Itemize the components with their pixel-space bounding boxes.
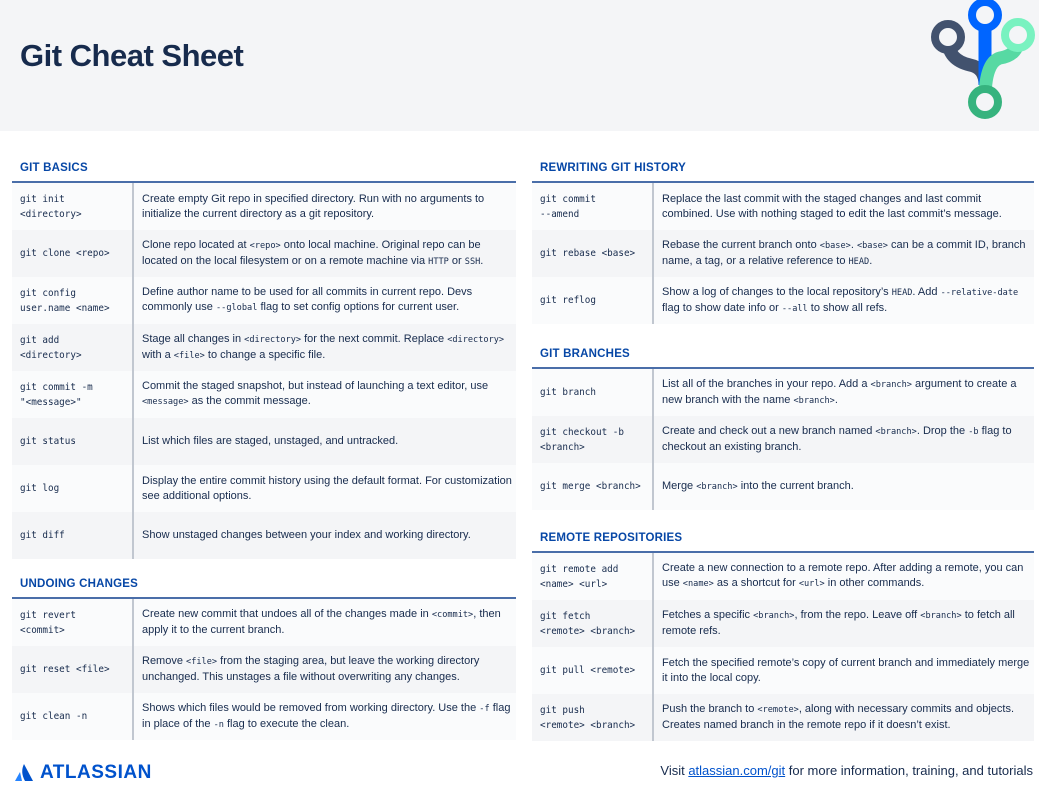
atlassian-wordmark: ATLASSIAN — [40, 762, 152, 783]
desc-text: Merge — [662, 479, 697, 492]
inline-code: HEAD — [848, 256, 870, 267]
desc-text: . — [480, 254, 484, 267]
desc-text: , from the repo. Leave off — [794, 609, 921, 621]
git-branch-logo-icon — [925, 0, 1035, 125]
command-cell: git log — [12, 465, 134, 512]
description-cell — [134, 465, 516, 512]
inline-code: <branch> — [753, 611, 795, 621]
inline-code: <repo> — [249, 240, 281, 251]
table-row — [12, 599, 516, 646]
desc-text: . — [850, 238, 857, 251]
description-cell — [654, 600, 1034, 647]
section-heading: GIT BASICS — [12, 155, 516, 183]
table-row — [532, 416, 1034, 463]
description-cell — [654, 463, 1034, 510]
desc-text: , then apply it to the current branch. — [142, 608, 501, 636]
desc-text: Remove — [142, 655, 187, 667]
command-cell: git clean -n — [12, 693, 134, 740]
desc-text: Show unstaged changes between your index and working directory. — [142, 529, 471, 541]
desc-text: . Drop the — [916, 425, 969, 437]
desc-text: Show a log of changes to the local repository’s — [662, 285, 892, 298]
inline-code: <branch> — [875, 427, 917, 437]
desc-text: flag to checkout an existing branch. — [662, 425, 1012, 453]
inline-code: <base> — [856, 240, 888, 251]
desc-text: flag to show date info or — [662, 301, 782, 314]
inline-code: HEAD — [891, 287, 913, 298]
inline-code: <file> — [173, 350, 205, 361]
section-remote-repositories — [532, 525, 1034, 741]
desc-text: flag in place of the — [142, 701, 511, 730]
description-cell — [134, 183, 516, 230]
table-row — [12, 418, 516, 465]
table-row — [532, 694, 1034, 741]
desc-text: as a shortcut for — [713, 577, 799, 589]
desc-text: Replace the last commit with the staged changes and last commit combined. Use with nothing staged to edit the last commit’s message. — [662, 192, 1002, 220]
inline-code: <base> — [819, 240, 851, 251]
desc-text: List which files are staged, unstaged, and untracked. — [142, 435, 399, 447]
desc-text: Define author name to be used for all commits in current repo. Devs commonly use — [142, 286, 473, 313]
description-cell — [654, 183, 1034, 230]
page-title: Git Cheat Sheet — [20, 38, 244, 73]
table-row — [12, 693, 516, 740]
section-heading: UNDOING CHANGES — [12, 571, 516, 599]
desc-text: with a — [142, 348, 174, 361]
desc-text: List all of the branches in your repo. Add a — [662, 377, 871, 390]
description-cell — [134, 277, 516, 324]
desc-text: Create a new connection to a remote repo. After adding a remote, you can use — [662, 562, 1024, 589]
inline-code: <branch> — [870, 379, 912, 390]
command-cell: git merge <branch> — [532, 463, 654, 510]
command-cell: git branch — [532, 369, 654, 416]
description-cell — [134, 418, 516, 465]
desc-text: . — [834, 393, 838, 406]
inline-code: <file> — [186, 657, 218, 667]
table-row — [532, 647, 1034, 694]
inline-code: -f — [479, 703, 490, 714]
table-row — [12, 371, 516, 418]
desc-text: can be a commit ID, branch name, a tag, or a relative reference to — [662, 238, 1026, 267]
desc-text: Clone repo located at — [142, 238, 250, 251]
table-row — [532, 230, 1034, 277]
section-git-basics — [12, 155, 516, 559]
inline-code: <remote> — [757, 705, 799, 715]
desc-text: into the current branch. — [737, 479, 854, 492]
table-row — [12, 324, 516, 371]
desc-text: to fetch all remote refs. — [662, 609, 1015, 637]
command-cell: git reflog — [532, 277, 654, 324]
inline-code: -n — [213, 719, 224, 730]
table-row — [532, 183, 1034, 230]
section-heading: GIT BRANCHES — [532, 341, 1034, 369]
command-cell: git clone <repo> — [12, 230, 134, 277]
desc-text: Push the branch to — [662, 703, 758, 715]
inline-code: <branch> — [696, 481, 738, 492]
inline-code: --global — [215, 303, 258, 313]
desc-text: Fetches a specific — [662, 609, 754, 621]
inline-code: <branch> — [920, 611, 962, 621]
table-row — [532, 463, 1034, 510]
section-heading: REWRITING GIT HISTORY — [532, 155, 1034, 183]
table-row — [532, 600, 1034, 647]
desc-text: Display the entire commit history using the default format. For customization see additional options. — [142, 474, 512, 502]
section-rewriting-git-history — [532, 155, 1034, 324]
description-cell — [134, 599, 516, 646]
table-row — [532, 369, 1034, 416]
desc-text: in other commands. — [824, 577, 925, 589]
desc-text: argument to create a new branch with the name — [662, 377, 1017, 406]
desc-text: for the next commit. Replace — [301, 332, 448, 345]
inline-code: <commit> — [431, 610, 474, 620]
inline-code: HTTP — [428, 256, 449, 267]
inline-code: <branch> — [793, 395, 835, 406]
table-row — [12, 183, 516, 230]
desc-text: Create and check out a new branch named — [662, 425, 876, 437]
description-cell — [654, 647, 1034, 694]
desc-text: Rebase the current branch onto — [662, 238, 820, 251]
table-row — [12, 277, 516, 324]
inline-code: <name> — [682, 579, 714, 589]
command-cell: git push <remote> <branch> — [532, 694, 654, 741]
description-cell — [134, 693, 516, 740]
desc-text: or — [448, 254, 465, 267]
desc-text: . Add — [912, 285, 941, 298]
command-cell: git add <directory> — [12, 324, 134, 371]
description-cell — [134, 646, 516, 693]
inline-code: SSH — [464, 256, 481, 267]
section-git-branches — [532, 341, 1034, 510]
command-cell: git commit -m "<message>" — [12, 371, 134, 418]
table-row — [12, 646, 516, 693]
desc-text: Shows which files would be removed from working directory. Use the — [142, 701, 480, 714]
description-cell — [134, 512, 516, 559]
desc-text: Create new commit that undoes all of the changes made in — [142, 608, 432, 620]
section-heading: REMOTE REPOSITORIES — [532, 525, 1034, 553]
footer-visit-text: Visit atlassian.com/git for more information, training, and tutorials — [660, 763, 1033, 778]
description-cell — [654, 230, 1034, 277]
description-cell — [654, 416, 1034, 463]
table-row — [532, 553, 1034, 600]
command-cell: git config user.name <name> — [12, 277, 134, 324]
command-cell: git reset <file> — [12, 646, 134, 693]
desc-text: Commit the staged snapshot, but instead of launching a text editor, use — [142, 380, 489, 392]
command-cell: git fetch <remote> <branch> — [532, 600, 654, 647]
command-cell: git rebase <base> — [532, 230, 654, 277]
desc-text: . — [869, 254, 873, 267]
command-cell: git checkout -b <branch> — [532, 416, 654, 463]
inline-code: <url> — [798, 579, 825, 589]
atlassian-triangle-icon — [14, 764, 34, 782]
inline-code: --all — [781, 303, 808, 314]
command-cell: git status — [12, 418, 134, 465]
description-cell — [654, 553, 1034, 600]
description-cell — [134, 324, 516, 371]
command-cell: git remote add <name> <url> — [532, 553, 654, 600]
atlassian-logo — [14, 762, 152, 784]
description-cell — [654, 369, 1034, 416]
desc-text: from the staging area, but leave the working directory unchanged. This unstages a file without overwriting any changes. — [142, 655, 480, 683]
desc-text: flag to set config options for current user. — [257, 301, 460, 313]
desc-text: Fetch the specified remote’s copy of current branch and immediately merge it into the local copy. — [662, 656, 1030, 684]
inline-code: <directory> — [244, 334, 302, 345]
table-row — [12, 230, 516, 277]
section-undoing-changes — [12, 571, 516, 740]
command-cell: git diff — [12, 512, 134, 559]
desc-text: flag to execute the clean. — [223, 717, 350, 730]
desc-text: to change a specific file. — [204, 348, 326, 361]
description-cell — [134, 371, 516, 418]
command-cell: git init <directory> — [12, 183, 134, 230]
inline-code: -b — [968, 427, 979, 437]
header-banner — [0, 0, 1039, 131]
description-cell — [654, 694, 1034, 741]
table-row — [532, 277, 1034, 324]
table-row — [12, 512, 516, 559]
desc-text: Stage all changes in — [142, 332, 245, 345]
inline-code: --relative-date — [940, 287, 1019, 298]
desc-text: onto local machine. Original repo can be located on the local filesystem or on a remote machine via — [142, 238, 481, 267]
desc-text: as the commit message. — [188, 395, 311, 407]
desc-text: , along with necessary commits and objects. Creates named branch in the remote repo if it doesn’t exist. — [662, 703, 1015, 731]
command-cell: git pull <remote> — [532, 647, 654, 694]
inline-code: <directory> — [447, 334, 505, 345]
description-cell — [134, 230, 516, 277]
desc-text: to show all refs. — [807, 301, 888, 314]
table-row — [12, 465, 516, 512]
command-cell: git revert <commit> — [12, 599, 134, 646]
command-cell: git commit --amend — [532, 183, 654, 230]
description-cell — [654, 277, 1034, 324]
desc-text: Create empty Git repo in specified directory. Run with no arguments to initialize the current directory as a git repository. — [142, 192, 485, 220]
atlassian-git-link[interactable]: atlassian.com/git — [688, 763, 786, 778]
inline-code: <message> — [142, 397, 189, 407]
